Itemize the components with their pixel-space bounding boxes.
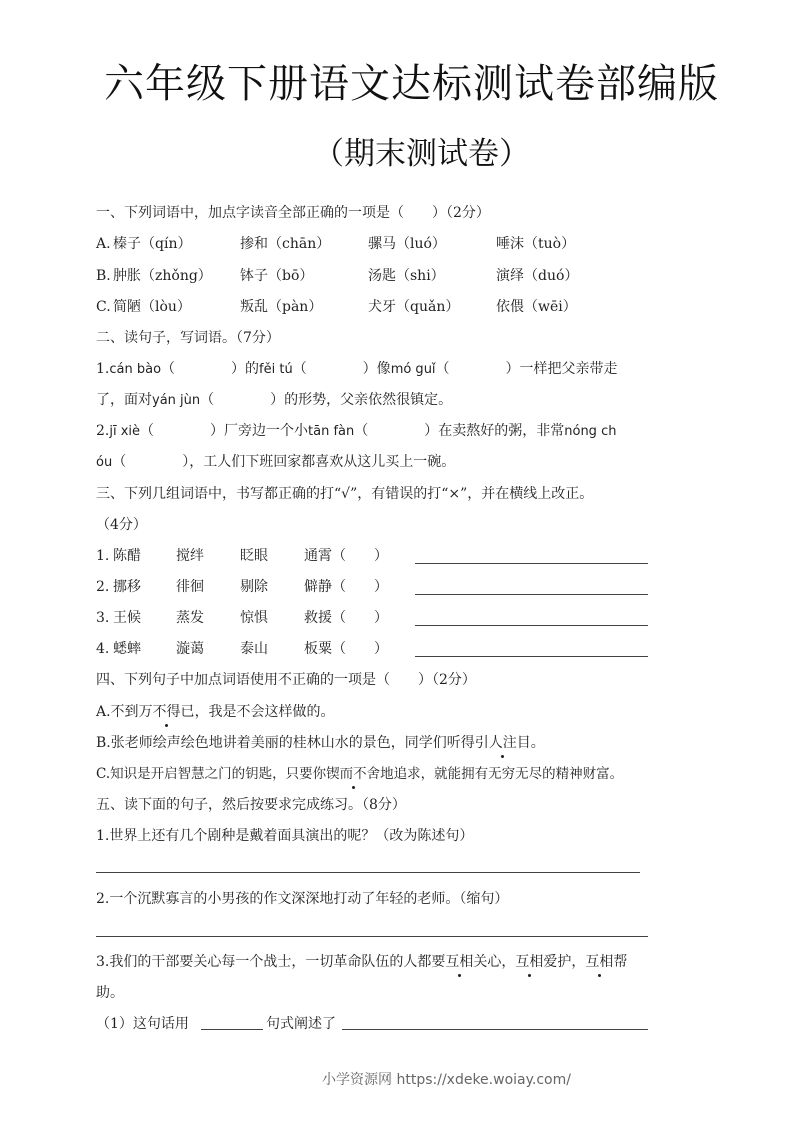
- option-item: 骡马（luó）: [368, 236, 446, 252]
- option-item: 汤匙（shi）: [368, 268, 445, 284]
- option-item: 掺和（chān）: [240, 236, 331, 252]
- word: 陈醋: [113, 548, 141, 564]
- row-number: 4.: [96, 641, 110, 657]
- option-item: 依偎（wēi）: [496, 299, 577, 315]
- word: 惊惧: [240, 610, 268, 626]
- dotted-phrase: 互相: [585, 954, 614, 970]
- word: 王候: [113, 610, 141, 626]
- option-item: 叛乱（pàn）: [240, 299, 323, 315]
- word: 挪移: [113, 579, 141, 595]
- answer-line[interactable]: [415, 625, 648, 626]
- word: 徘徊: [176, 579, 204, 595]
- row-number: 1.: [96, 548, 110, 564]
- q2-text: 1.: [96, 361, 110, 377]
- q4-option-c: [96, 764, 623, 784]
- q4-text: 。: [530, 735, 545, 751]
- q4-option-b: [96, 733, 545, 753]
- option-item: 钵子（bō）: [240, 268, 314, 284]
- dotted-phrase: 引人注目: [474, 735, 531, 751]
- q5-sentence-3: [96, 952, 627, 972]
- q5-subquestion-1-mid: 句式阐述了: [266, 1016, 336, 1032]
- q4-text: B.张老师绘声绘色地讲着美丽的桂林山水的景色，同学们听得: [96, 735, 475, 751]
- word-with-mark: 板粟（ ）: [304, 641, 388, 657]
- answer-line[interactable]: [342, 1029, 648, 1030]
- dotted-phrase: 万不得已: [138, 704, 195, 720]
- answer-line[interactable]: [415, 563, 648, 564]
- q2-text: 了，面对: [96, 392, 152, 408]
- q4-option-a: [96, 702, 335, 722]
- word: 泰山: [240, 641, 268, 657]
- q2-heading: 二、读句子，写词语。（7分）: [96, 330, 280, 346]
- answer-line[interactable]: [415, 594, 648, 595]
- pinyin: óu: [96, 455, 113, 470]
- q5-text: 关心，: [473, 954, 516, 970]
- q2-line-3: [96, 421, 616, 442]
- word-with-mark: 通霄（ ）: [304, 548, 388, 564]
- q5-subquestion-1: （1）这句话用: [96, 1016, 189, 1032]
- q5-text: 爱护，: [543, 954, 586, 970]
- q5-heading: 五、读下面的句子，然后按要求完成练习。（8分）: [96, 797, 406, 813]
- q2-text: （ ）厂旁边一个小: [140, 423, 309, 439]
- q5-sentence-3-cont: 助。: [96, 985, 124, 1001]
- q4-heading: 四、下列句子中加点词语使用不正确的一项是（ ）（2分）: [96, 672, 476, 688]
- q2-text: （ ）的: [161, 361, 260, 377]
- pinyin: cán bào: [109, 362, 162, 377]
- answer-line[interactable]: [201, 1029, 263, 1030]
- word: 漩蔼: [176, 641, 204, 657]
- q4-text: ，我是不会这样做的。: [194, 704, 335, 720]
- pinyin: fěi tú: [259, 362, 293, 377]
- q5-text: 3.我们的干部要关心每一个战士，一切革命队伍的人都要: [96, 954, 446, 970]
- option-label: B.: [96, 268, 111, 284]
- q2-line-1: [96, 359, 618, 380]
- option-item: 肿胀（zhǒng）: [113, 268, 212, 284]
- word: 蒸发: [176, 610, 204, 626]
- q1-heading: 一、下列词语中，加点字读音全部正确的一项是（ ）（2分）: [96, 205, 490, 221]
- q2-text: 2.: [96, 423, 110, 439]
- q4-text: 地追求，就能拥有无穷无尽的精神财富。: [380, 766, 624, 782]
- option-label: A.: [96, 236, 111, 252]
- word-with-mark: 救援（ ）: [304, 610, 388, 626]
- pinyin: tān fàn: [308, 424, 355, 439]
- q2-text: （ ）的形势，父亲依然很镇定。: [200, 392, 453, 408]
- q5-sentence-2: 2.一个沉默寡言的小男孩的作文深深地打动了年轻的老师。（缩句）: [96, 891, 509, 907]
- q2-text: （ ）一样把父亲带走: [435, 361, 618, 377]
- q5-sentence-1: 1.世界上还有几个剧种是戴着面具演出的呢？（改为陈述句）: [96, 828, 474, 844]
- pinyin: jī xiè: [109, 424, 141, 439]
- answer-line[interactable]: [415, 656, 648, 657]
- word-with-mark: 僻静（ ）: [304, 579, 388, 595]
- q3-heading: 三、下列几组词语中，书写都正确的打“√”，有错误的打“×”，并在横线上改正。: [96, 486, 594, 502]
- row-number: 3.: [96, 610, 110, 626]
- page-subtitle: （期末测试卷）: [313, 136, 530, 172]
- pinyin: mó guǐ: [390, 362, 436, 377]
- q2-text: （ ），工人们下班回家都喜欢从这儿买上一碗。: [112, 454, 456, 470]
- word: 搅绊: [176, 548, 204, 564]
- row-number: 2.: [96, 579, 110, 595]
- word: 蟋蟀: [113, 641, 141, 657]
- dotted-phrase: 锲而不舍: [326, 766, 381, 782]
- option-label: C.: [96, 299, 111, 315]
- dotted-phrase: 互相: [445, 954, 474, 970]
- answer-line[interactable]: [96, 936, 648, 937]
- q2-text: （ ）在卖熬好的粥，非常: [354, 423, 565, 439]
- pinyin: nóng ch: [564, 424, 617, 439]
- word: 眨眼: [240, 548, 268, 564]
- q3-score: （4分）: [96, 517, 147, 533]
- q4-text: C.知识是开启智慧之门的钥匙，只要你: [96, 766, 327, 782]
- dotted-phrase: 互相: [515, 954, 544, 970]
- q5-text: 帮: [613, 954, 628, 970]
- q2-line-2: [96, 390, 452, 411]
- option-item: 演绎（duó）: [496, 268, 579, 284]
- footer-source: 小学资源网 https://xdeke.woiay.com/: [322, 1072, 571, 1088]
- word: 剔除: [240, 579, 268, 595]
- option-item: 唾沫（tuò）: [496, 236, 576, 252]
- page-title: 六年级下册语文达标测试卷部编版: [104, 61, 719, 107]
- option-item: 简陋（lòu）: [113, 299, 191, 315]
- answer-line[interactable]: [96, 872, 640, 873]
- option-item: 榛子（qín）: [113, 236, 192, 252]
- q2-text: （ ）像: [292, 361, 391, 377]
- q4-text: A.不到: [96, 704, 139, 720]
- option-item: 犬牙（quǎn）: [368, 299, 460, 315]
- q2-line-4: [96, 452, 455, 473]
- pinyin: yán jùn: [152, 393, 201, 408]
